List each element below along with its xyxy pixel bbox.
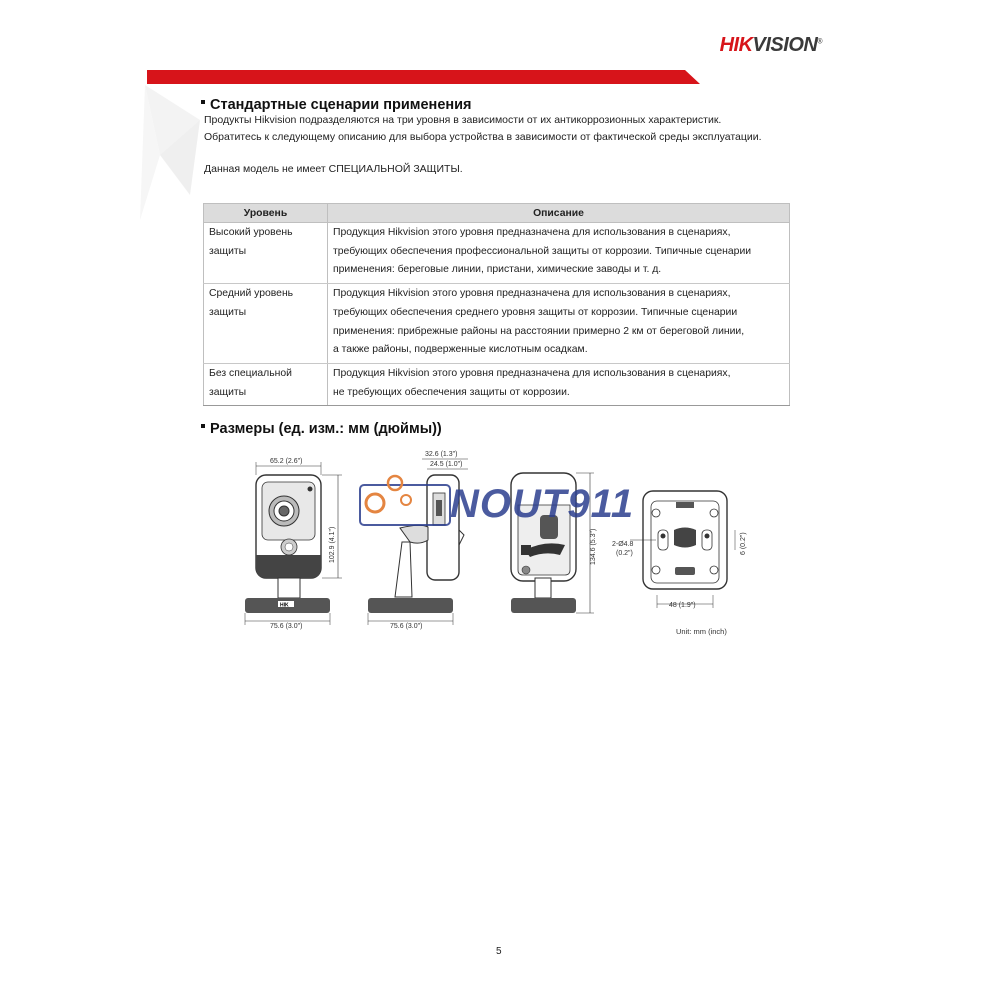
- dim-offset: 6 (0.2"): [740, 532, 747, 555]
- dim-side-depth-1: 32.6 (1.3"): [425, 451, 458, 458]
- nout911-watermark: [360, 476, 634, 526]
- dimensions-drawing: [230, 445, 770, 630]
- level-cell: Средний уровень защиты: [204, 284, 328, 364]
- table-row: [204, 363, 790, 405]
- table-row: [204, 223, 790, 284]
- description-cell: Продукция Hikvision этого уровня предназначена для использования в сценариях, требующих обеспечения профессиональной защиты от коррозии. Типичные сценарии применения: береговые линии, пристани, химические заводы и т. д.: [328, 223, 790, 284]
- dim-front-width: 65.2 (2.6"): [270, 458, 303, 465]
- bullet-icon: [201, 424, 205, 428]
- background-triangle-decoration: [140, 85, 210, 225]
- dim-side-depth-2: 24.5 (1.0"): [430, 461, 463, 468]
- section-title-usage-scenarios: Стандартные сценарии применения: [201, 97, 472, 113]
- bullet-icon: [201, 100, 205, 104]
- header-red-bar: [147, 70, 700, 84]
- front-view: [245, 458, 342, 630]
- dim-hole: 2-Ø4.8: [612, 541, 634, 548]
- table-header-description: Описание: [328, 204, 790, 223]
- watermark-text: NOUT911: [450, 482, 635, 526]
- page-number: 5: [496, 946, 502, 957]
- dim-hole-inch: (0.2"): [616, 550, 633, 557]
- dim-hole-spacing: 48 (1.9"): [669, 602, 696, 609]
- dim-side-base: 75.6 (3.0"): [390, 623, 423, 630]
- dim-front-height: 102.9 (4.1"): [329, 526, 336, 563]
- base-label: HIK: [280, 602, 289, 609]
- unit-note: Unit: mm (inch): [676, 627, 727, 636]
- level-cell: Без специальной защиты: [204, 363, 328, 405]
- description-cell: Продукция Hikvision этого уровня предназначена для использования в сценариях, требующих обеспечения среднего уровня защиты от коррозии. Типичные сценарии применения: прибрежные районы на расстоянии примерно 2 км от береговой линии, а также районы, подверженные кислотным осадкам.: [328, 284, 790, 364]
- dim-rear-height: 134.6 (5.3"): [590, 528, 597, 565]
- hikvision-logo: HIKVISION®: [719, 34, 822, 56]
- description-cell: Продукция Hikvision этого уровня предназначена для использования в сценариях, не требующих обеспечения защиты от коррозии.: [328, 363, 790, 405]
- side-view: [368, 451, 468, 630]
- level-cell: Высокий уровень защиты: [204, 223, 328, 284]
- protection-note: Данная модель не имеет СПЕЦИАЛЬНОЙ ЗАЩИТЫ.: [204, 163, 463, 175]
- table-header-level: Уровень: [204, 204, 328, 223]
- table-row: [204, 284, 790, 364]
- dim-base-width: 75.6 (3.0"): [270, 623, 303, 630]
- section-title-dimensions: Размеры (ед. изм.: мм (дюймы)): [201, 421, 442, 437]
- intro-paragraph: Продукты Hikvision подразделяются на три уровня в зависимости от их антикоррозионных характеристик. Обратитесь к следующему описанию для выбора устройства в зависимости от фактической среды эксплуатации.: [204, 114, 762, 143]
- protection-level-table: [203, 203, 790, 406]
